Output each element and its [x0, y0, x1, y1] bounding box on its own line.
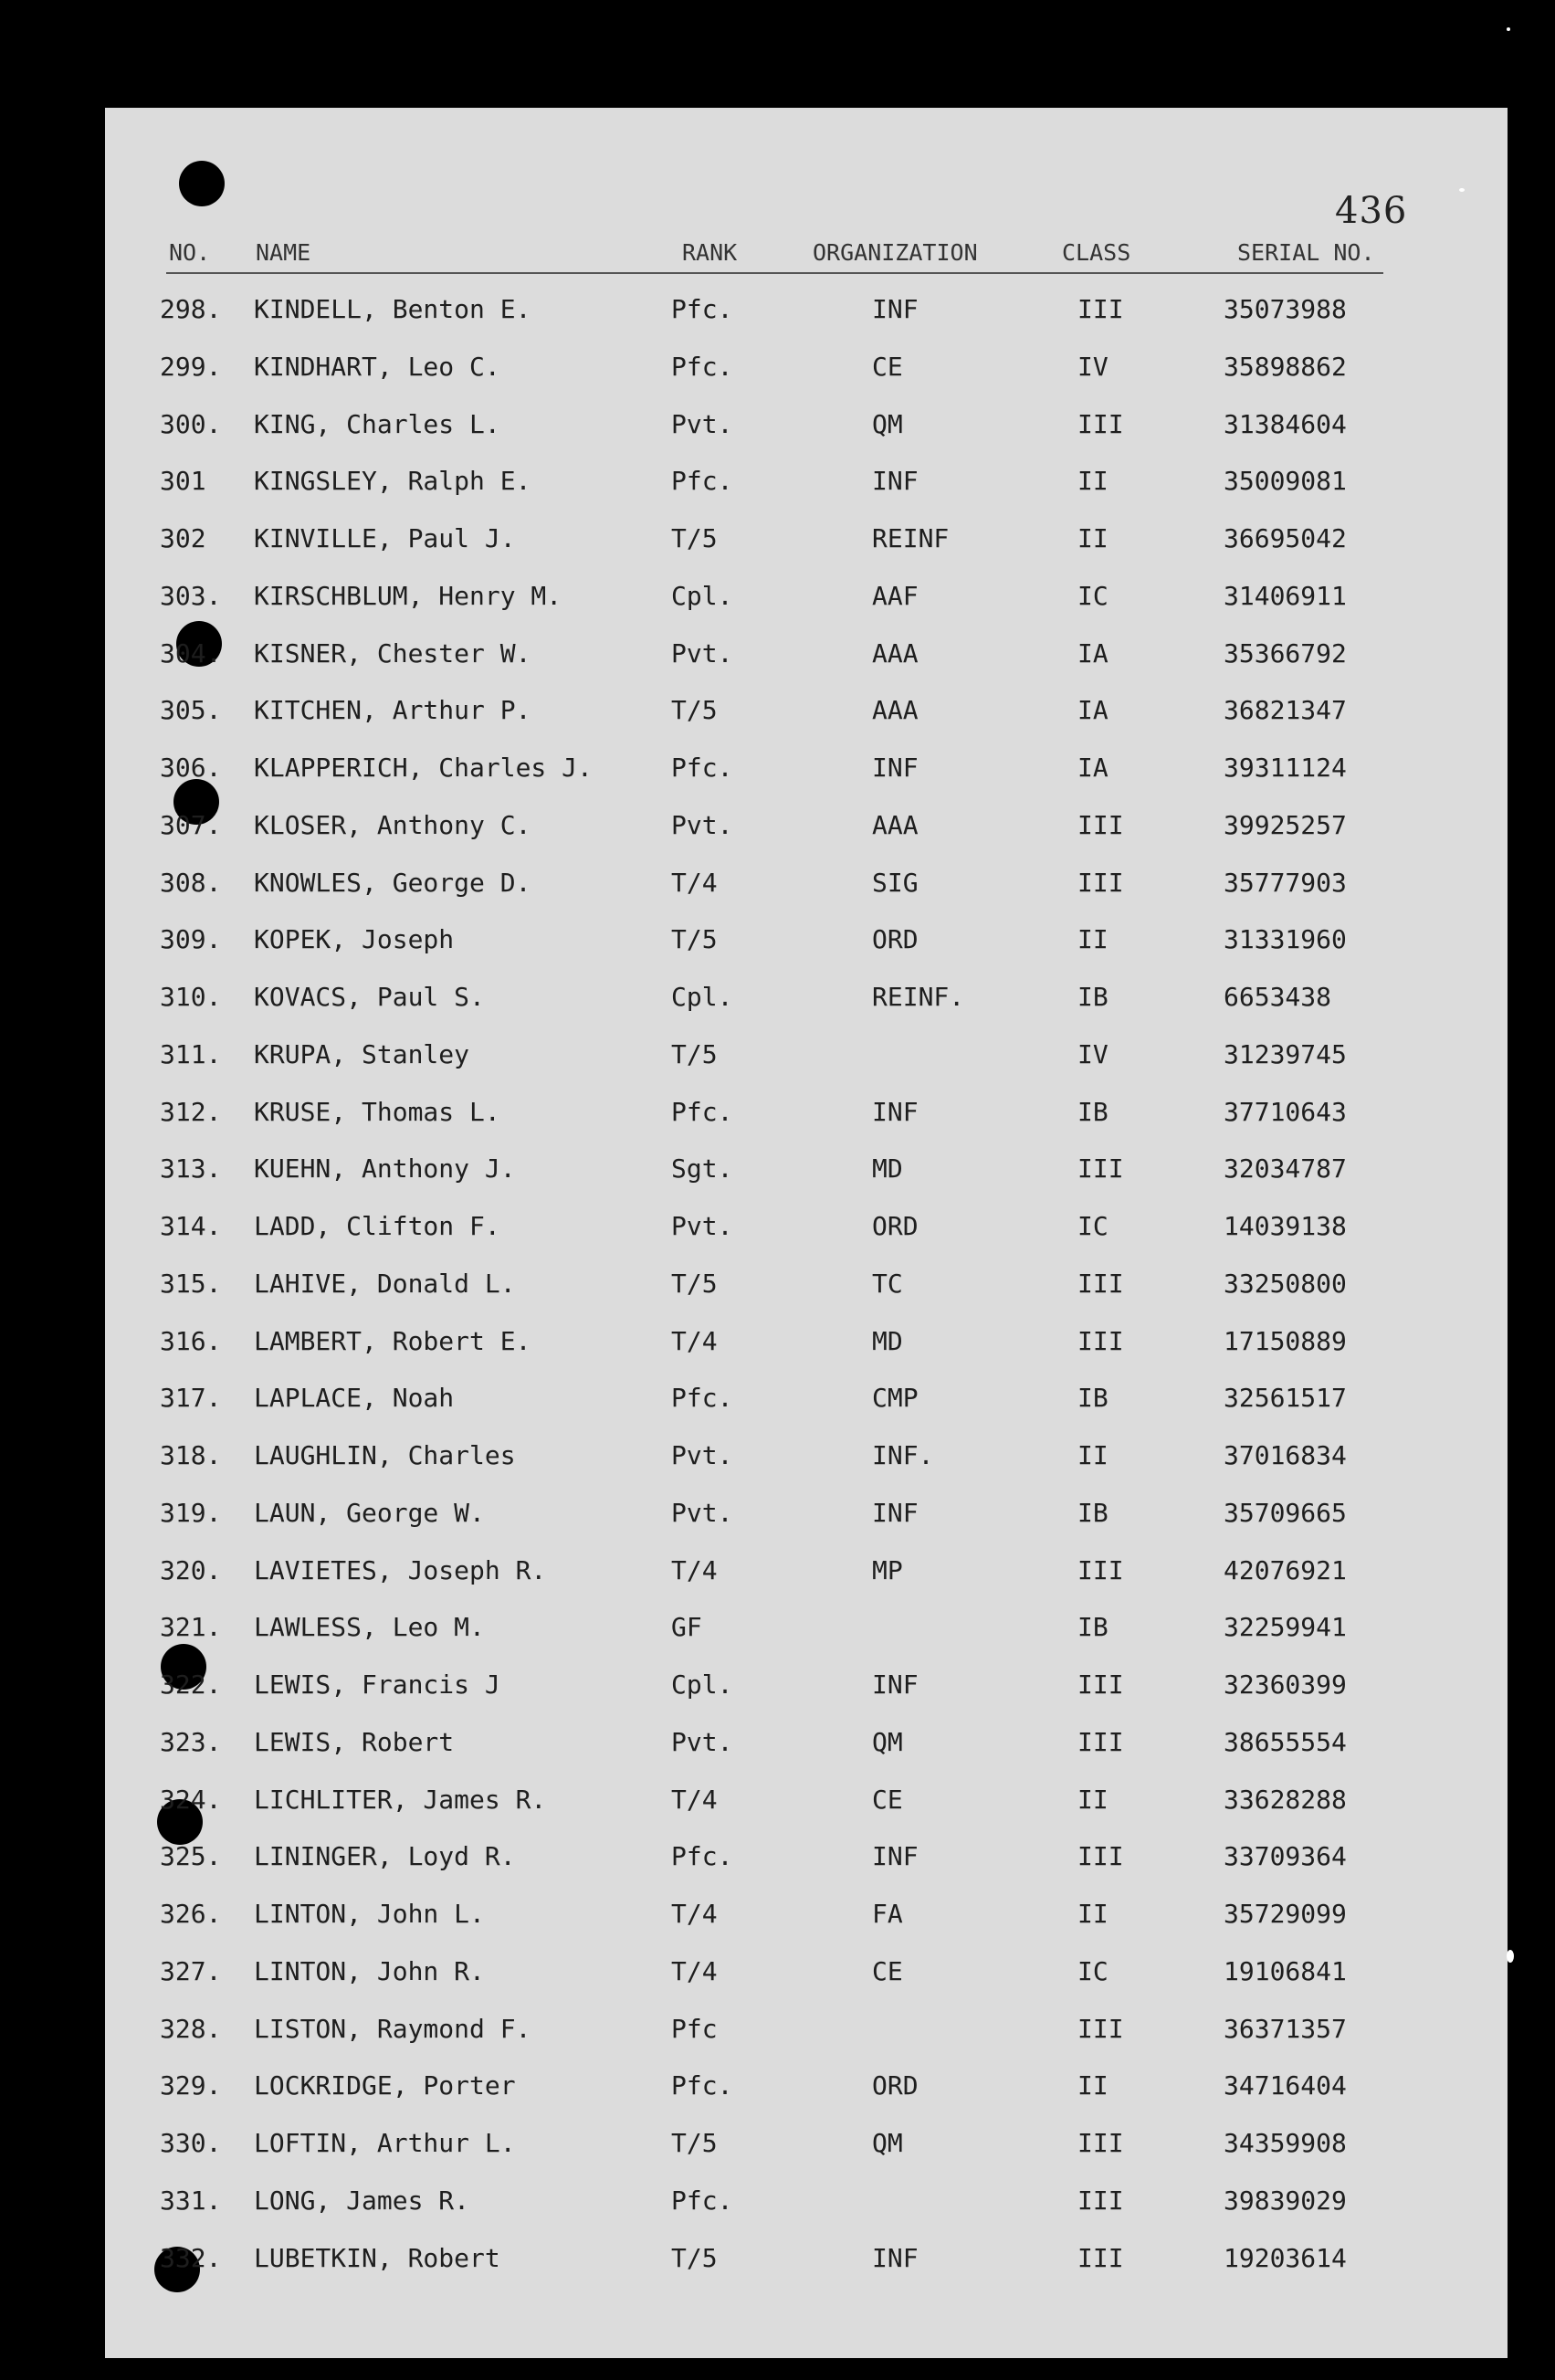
row-name: LUBETKIN, Robert: [254, 2243, 500, 2273]
row-number: 310.: [160, 982, 222, 1012]
row-number: 321.: [160, 1612, 222, 1642]
row-serial-no: 35729099: [1224, 1899, 1347, 1929]
row-number: 318.: [160, 1440, 222, 1470]
row-organization: AAA: [872, 638, 919, 669]
row-serial-no: 39311124: [1224, 753, 1347, 783]
row-name: LAWLESS, Leo M.: [254, 1612, 485, 1642]
row-organization: CE: [872, 1956, 903, 1986]
row-class: IC: [1077, 581, 1108, 611]
row-name: LICHLITER, James R.: [254, 1785, 547, 1815]
row-serial-no: 32034787: [1224, 1153, 1347, 1184]
row-rank: Pfc.: [671, 2185, 733, 2216]
row-class: III: [1077, 2185, 1124, 2216]
row-rank: T/5: [671, 2128, 718, 2158]
row-rank: T/5: [671, 1039, 718, 1069]
row-class: IC: [1077, 1211, 1108, 1241]
row-serial-no: 32561517: [1224, 1383, 1347, 1413]
row-rank: T/4: [671, 1899, 718, 1929]
row-number: 311.: [160, 1039, 222, 1069]
row-name: KITCHEN, Arthur P.: [254, 695, 531, 725]
row-number: 332.: [160, 2243, 222, 2273]
row-serial-no: 35009081: [1224, 466, 1347, 496]
row-name: KINGSLEY, Ralph E.: [254, 466, 531, 496]
row-name: LADD, Clifton F.: [254, 1211, 500, 1241]
row-serial-no: 38655554: [1224, 1727, 1347, 1757]
row-name: KLOSER, Anthony C.: [254, 810, 531, 840]
row-serial-no: 36695042: [1224, 523, 1347, 553]
row-organization: INF: [872, 1669, 919, 1700]
row-class: IC: [1077, 1956, 1108, 1986]
row-rank: Pfc.: [671, 1383, 733, 1413]
row-number: 328.: [160, 2014, 222, 2044]
row-class: IB: [1077, 1383, 1108, 1413]
header-rank: RANK: [682, 239, 738, 266]
row-serial-no: 35898862: [1224, 352, 1347, 382]
row-serial-no: 17150889: [1224, 1326, 1347, 1356]
row-serial-no: 14039138: [1224, 1211, 1347, 1241]
row-organization: AAF: [872, 581, 919, 611]
row-number: 330.: [160, 2128, 222, 2158]
row-rank: Pvt.: [671, 1498, 733, 1528]
header-class: CLASS: [1062, 239, 1131, 266]
row-rank: Pfc.: [671, 1841, 733, 1871]
row-class: III: [1077, 1669, 1124, 1700]
row-class: III: [1077, 2128, 1124, 2158]
row-organization: INF.: [872, 1440, 934, 1470]
row-rank: Pvt.: [671, 1211, 733, 1241]
row-class: III: [1077, 1555, 1124, 1585]
row-number: 331.: [160, 2185, 222, 2216]
row-name: KRUPA, Stanley: [254, 1039, 470, 1069]
row-organization: MD: [872, 1153, 903, 1184]
row-name: LAUGHLIN, Charles: [254, 1440, 516, 1470]
punch-hole: [179, 161, 225, 206]
row-name: KING, Charles L.: [254, 409, 500, 439]
row-name: LOFTIN, Arthur L.: [254, 2128, 516, 2158]
row-serial-no: 32259941: [1224, 1612, 1347, 1642]
header-no: NO.: [169, 239, 211, 266]
row-number: 308.: [160, 868, 222, 898]
row-number: 317.: [160, 1383, 222, 1413]
row-number: 312.: [160, 1097, 222, 1127]
row-class: III: [1077, 810, 1124, 840]
row-rank: Sgt.: [671, 1153, 733, 1184]
row-serial-no: 31406911: [1224, 581, 1347, 611]
row-serial-no: 39839029: [1224, 2185, 1347, 2216]
header-name: NAME: [256, 239, 311, 266]
row-organization: INF: [872, 2243, 919, 2273]
row-serial-no: 31239745: [1224, 1039, 1347, 1069]
row-serial-no: 33250800: [1224, 1269, 1347, 1299]
row-serial-no: 19203614: [1224, 2243, 1347, 2273]
row-rank: Pvt.: [671, 1727, 733, 1757]
row-organization: INF: [872, 294, 919, 324]
row-rank: Pfc.: [671, 466, 733, 496]
row-class: III: [1077, 294, 1124, 324]
row-name: LAMBERT, Robert E.: [254, 1326, 531, 1356]
row-serial-no: 6653438: [1224, 982, 1332, 1012]
row-name: KINDHART, Leo C.: [254, 352, 500, 382]
row-serial-no: 31331960: [1224, 924, 1347, 954]
row-organization: REINF.: [872, 982, 965, 1012]
row-serial-no: 34716404: [1224, 2070, 1347, 2101]
row-organization: AAA: [872, 695, 919, 725]
row-number: 319.: [160, 1498, 222, 1528]
row-name: KIRSCHBLUM, Henry M.: [254, 581, 562, 611]
row-class: III: [1077, 2014, 1124, 2044]
scan-speck: [1459, 188, 1465, 192]
row-number: 299.: [160, 352, 222, 382]
row-number: 320.: [160, 1555, 222, 1585]
row-number: 303.: [160, 581, 222, 611]
row-rank: Pvt.: [671, 638, 733, 669]
row-rank: Pfc.: [671, 753, 733, 783]
row-serial-no: 33628288: [1224, 1785, 1347, 1815]
row-name: LEWIS, Robert: [254, 1727, 455, 1757]
row-rank: Pfc.: [671, 2070, 733, 2101]
row-number: 301: [160, 466, 206, 496]
row-name: LINTON, John L.: [254, 1899, 485, 1929]
row-name: LEWIS, Francis J: [254, 1669, 500, 1700]
row-number: 322.: [160, 1669, 222, 1700]
row-rank: T/4: [671, 868, 718, 898]
row-rank: Cpl.: [671, 982, 733, 1012]
row-name: KUEHN, Anthony J.: [254, 1153, 516, 1184]
row-class: IA: [1077, 753, 1108, 783]
row-rank: T/5: [671, 695, 718, 725]
row-organization: ORD: [872, 924, 919, 954]
row-organization: INF: [872, 1498, 919, 1528]
row-number: 313.: [160, 1153, 222, 1184]
row-serial-no: 35709665: [1224, 1498, 1347, 1528]
row-serial-no: 31384604: [1224, 409, 1347, 439]
row-class: IA: [1077, 638, 1108, 669]
row-rank: Pfc.: [671, 294, 733, 324]
row-number: 302: [160, 523, 206, 553]
row-number: 325.: [160, 1841, 222, 1871]
row-number: 329.: [160, 2070, 222, 2101]
row-rank: Cpl.: [671, 1669, 733, 1700]
row-number: 304.: [160, 638, 222, 669]
row-class: II: [1077, 1785, 1108, 1815]
row-organization: FA: [872, 1899, 903, 1929]
row-serial-no: 42076921: [1224, 1555, 1347, 1585]
row-organization: QM: [872, 1727, 903, 1757]
header-underline: [166, 272, 1383, 274]
row-name: KRUSE, Thomas L.: [254, 1097, 500, 1127]
row-rank: T/5: [671, 924, 718, 954]
row-organization: INF: [872, 753, 919, 783]
row-name: LAUN, George W.: [254, 1498, 485, 1528]
header-serial-no: SERIAL NO.: [1237, 239, 1375, 266]
row-number: 324.: [160, 1785, 222, 1815]
row-rank: T/5: [671, 1269, 718, 1299]
row-organization: CMP: [872, 1383, 919, 1413]
row-name: KINVILLE, Paul J.: [254, 523, 516, 553]
row-name: KISNER, Chester W.: [254, 638, 531, 669]
row-rank: Pfc: [671, 2014, 718, 2044]
row-organization: INF: [872, 1097, 919, 1127]
row-serial-no: 37710643: [1224, 1097, 1347, 1127]
row-number: 307.: [160, 810, 222, 840]
row-serial-no: 35073988: [1224, 294, 1347, 324]
row-serial-no: 37016834: [1224, 1440, 1347, 1470]
row-class: II: [1077, 2070, 1108, 2101]
row-number: 327.: [160, 1956, 222, 1986]
row-organization: QM: [872, 2128, 903, 2158]
row-class: II: [1077, 924, 1108, 954]
row-serial-no: 39925257: [1224, 810, 1347, 840]
row-class: IB: [1077, 1097, 1108, 1127]
row-class: III: [1077, 1326, 1124, 1356]
row-name: KNOWLES, George D.: [254, 868, 531, 898]
row-name: LOCKRIDGE, Porter: [254, 2070, 516, 2101]
row-serial-no: 36371357: [1224, 2014, 1347, 2044]
row-rank: T/4: [671, 1326, 718, 1356]
row-rank: Pfc.: [671, 1097, 733, 1127]
row-rank: GF: [671, 1612, 702, 1642]
row-class: IB: [1077, 982, 1108, 1012]
row-organization: MD: [872, 1326, 903, 1356]
row-rank: Pvt.: [671, 409, 733, 439]
row-class: III: [1077, 1727, 1124, 1757]
row-rank: T/5: [671, 2243, 718, 2273]
row-serial-no: 34359908: [1224, 2128, 1347, 2158]
row-name: LAPLACE, Noah: [254, 1383, 455, 1413]
row-serial-no: 35777903: [1224, 868, 1347, 898]
page-number: 436: [1335, 190, 1408, 232]
row-organization: REINF: [872, 523, 950, 553]
row-number: 300.: [160, 409, 222, 439]
scan-speck: [1507, 27, 1510, 31]
row-name: LONG, James R.: [254, 2185, 470, 2216]
row-organization: MP: [872, 1555, 903, 1585]
row-serial-no: 35366792: [1224, 638, 1347, 669]
row-serial-no: 32360399: [1224, 1669, 1347, 1700]
row-serial-no: 33709364: [1224, 1841, 1347, 1871]
row-class: II: [1077, 1440, 1108, 1470]
row-class: II: [1077, 466, 1108, 496]
row-rank: T/5: [671, 523, 718, 553]
row-class: IA: [1077, 695, 1108, 725]
row-number: 323.: [160, 1727, 222, 1757]
row-organization: INF: [872, 1841, 919, 1871]
row-rank: T/4: [671, 1785, 718, 1815]
row-rank: Pvt.: [671, 810, 733, 840]
scan-speck: [1507, 1950, 1514, 1963]
row-organization: ORD: [872, 2070, 919, 2101]
row-number: 309.: [160, 924, 222, 954]
row-number: 314.: [160, 1211, 222, 1241]
row-organization: QM: [872, 409, 903, 439]
row-organization: TC: [872, 1269, 903, 1299]
row-class: III: [1077, 2243, 1124, 2273]
row-name: LININGER, Loyd R.: [254, 1841, 516, 1871]
row-number: 326.: [160, 1899, 222, 1929]
row-class: IV: [1077, 1039, 1108, 1069]
row-name: LINTON, John R.: [254, 1956, 485, 1986]
row-number: 315.: [160, 1269, 222, 1299]
header-organization: ORGANIZATION: [813, 239, 978, 266]
row-name: KINDELL, Benton E.: [254, 294, 531, 324]
row-class: IB: [1077, 1612, 1108, 1642]
row-rank: Pfc.: [671, 352, 733, 382]
row-class: II: [1077, 523, 1108, 553]
row-rank: T/4: [671, 1956, 718, 1986]
row-organization: AAA: [872, 810, 919, 840]
row-class: III: [1077, 1841, 1124, 1871]
row-class: IB: [1077, 1498, 1108, 1528]
row-number: 305.: [160, 695, 222, 725]
row-class: III: [1077, 1153, 1124, 1184]
row-rank: T/4: [671, 1555, 718, 1585]
row-number: 298.: [160, 294, 222, 324]
row-class: III: [1077, 1269, 1124, 1299]
row-organization: INF: [872, 466, 919, 496]
row-rank: Pvt.: [671, 1440, 733, 1470]
row-organization: CE: [872, 352, 903, 382]
row-class: II: [1077, 1899, 1108, 1929]
row-rank: Cpl.: [671, 581, 733, 611]
row-name: LAHIVE, Donald L.: [254, 1269, 516, 1299]
row-class: III: [1077, 409, 1124, 439]
row-number: 306.: [160, 753, 222, 783]
row-class: IV: [1077, 352, 1108, 382]
row-organization: SIG: [872, 868, 919, 898]
row-name: LISTON, Raymond F.: [254, 2014, 531, 2044]
row-name: KOPEK, Joseph: [254, 924, 455, 954]
row-name: LAVIETES, Joseph R.: [254, 1555, 547, 1585]
row-name: KOVACS, Paul S.: [254, 982, 485, 1012]
row-organization: CE: [872, 1785, 903, 1815]
row-serial-no: 19106841: [1224, 1956, 1347, 1986]
row-class: III: [1077, 868, 1124, 898]
row-name: KLAPPERICH, Charles J.: [254, 753, 593, 783]
row-organization: ORD: [872, 1211, 919, 1241]
row-serial-no: 36821347: [1224, 695, 1347, 725]
row-number: 316.: [160, 1326, 222, 1356]
